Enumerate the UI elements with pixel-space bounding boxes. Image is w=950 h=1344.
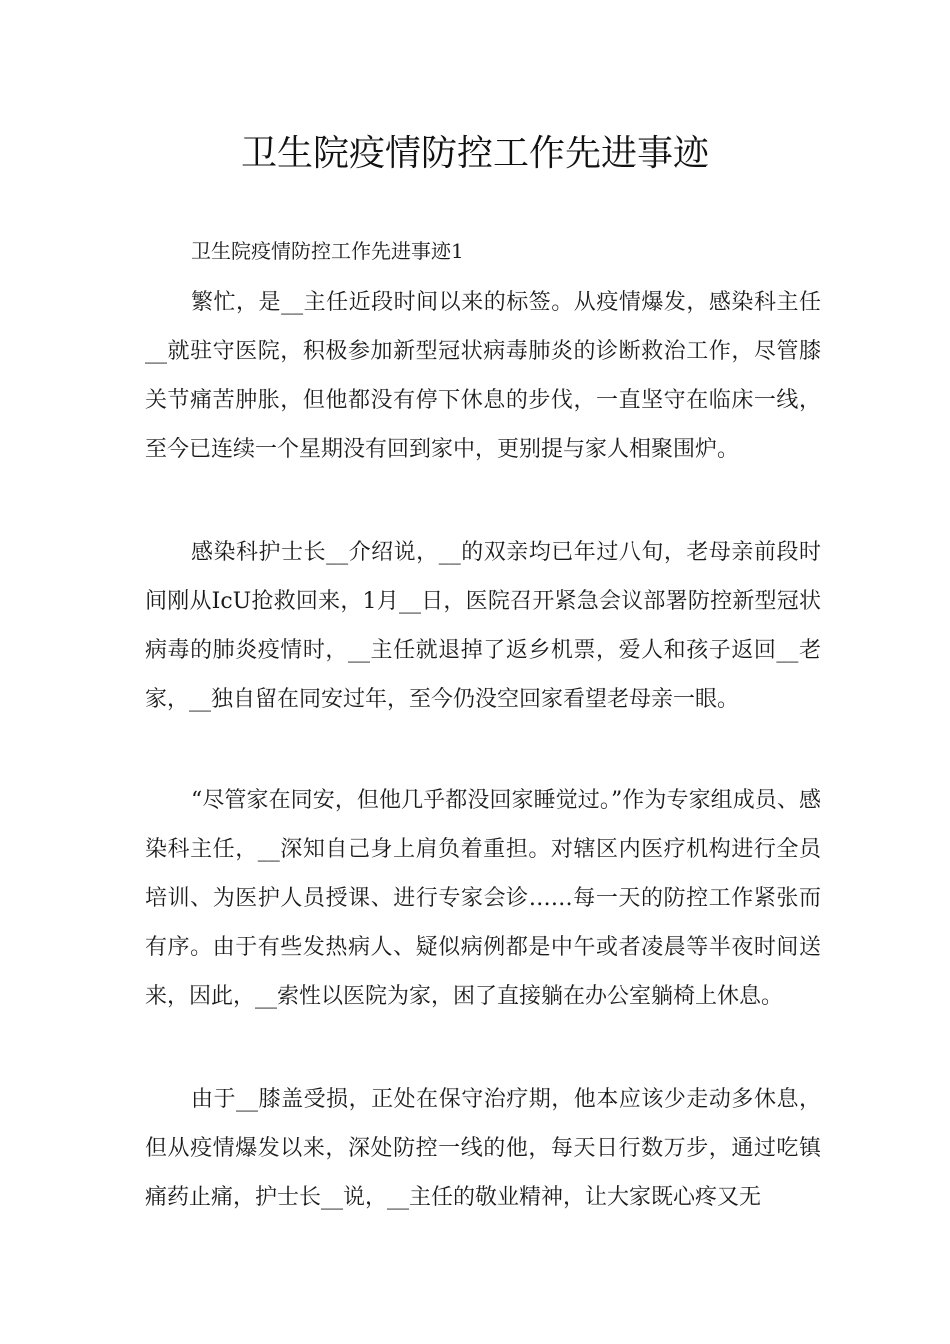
document-subtitle: 卫生院疫情防控工作先进事迹1: [191, 239, 464, 263]
paragraph-2: 感染科护士长__介绍说，__的双亲均已年过八旬，老母亲前段时间刚从IcU抢救回来，1月__日，医院召开紧急会议部署防控新型冠状病毒的肺炎疫情时，__主任就退掉了返乡机票，爱人和孩子返回__老家，__独自留在同安过年，至今仍没空回家看望老母亲一眼。: [145, 540, 821, 712]
paragraph-4: 由于__膝盖受损，正处在保守治疗期，他本应该少走动多休息，但从疫情爆发以来，深处防控一线的他，每天日行数万步，通过吃镇痛药止痛，护士长__说，__主任的敬业精神，让大家既心疼又无: [145, 1087, 821, 1210]
paragraph-3: “尽管家在同安，但他几乎都没回家睡觉过。”作为专家组成员、感染科主任，__深知自己身上肩负着重担。对辖区内医疗机构进行全员培训、为医护人员授课、进行专家会诊……每一天的防控工作紧张而有序。由于有些发热病人、疑似病例都是中午或者凌晨等半夜时间送来，因此，__索性以医院为家，困了直接躺在办公室躺椅上休息。: [145, 788, 821, 1009]
paragraph-1: 繁忙，是__主任近段时间以来的标签。从疫情爆发，感染科主任__就驻守医院，积极参加新型冠状病毒肺炎的诊断救治工作，尽管膝关节痛苦肿胀，但他都没有停下休息的步伐，一直坚守在临床一线，至今已连续一个星期没有回到家中，更别提与家人相聚围炉。: [145, 290, 821, 462]
document-title: 卫生院疫情防控工作先进事迹: [240, 133, 709, 174]
